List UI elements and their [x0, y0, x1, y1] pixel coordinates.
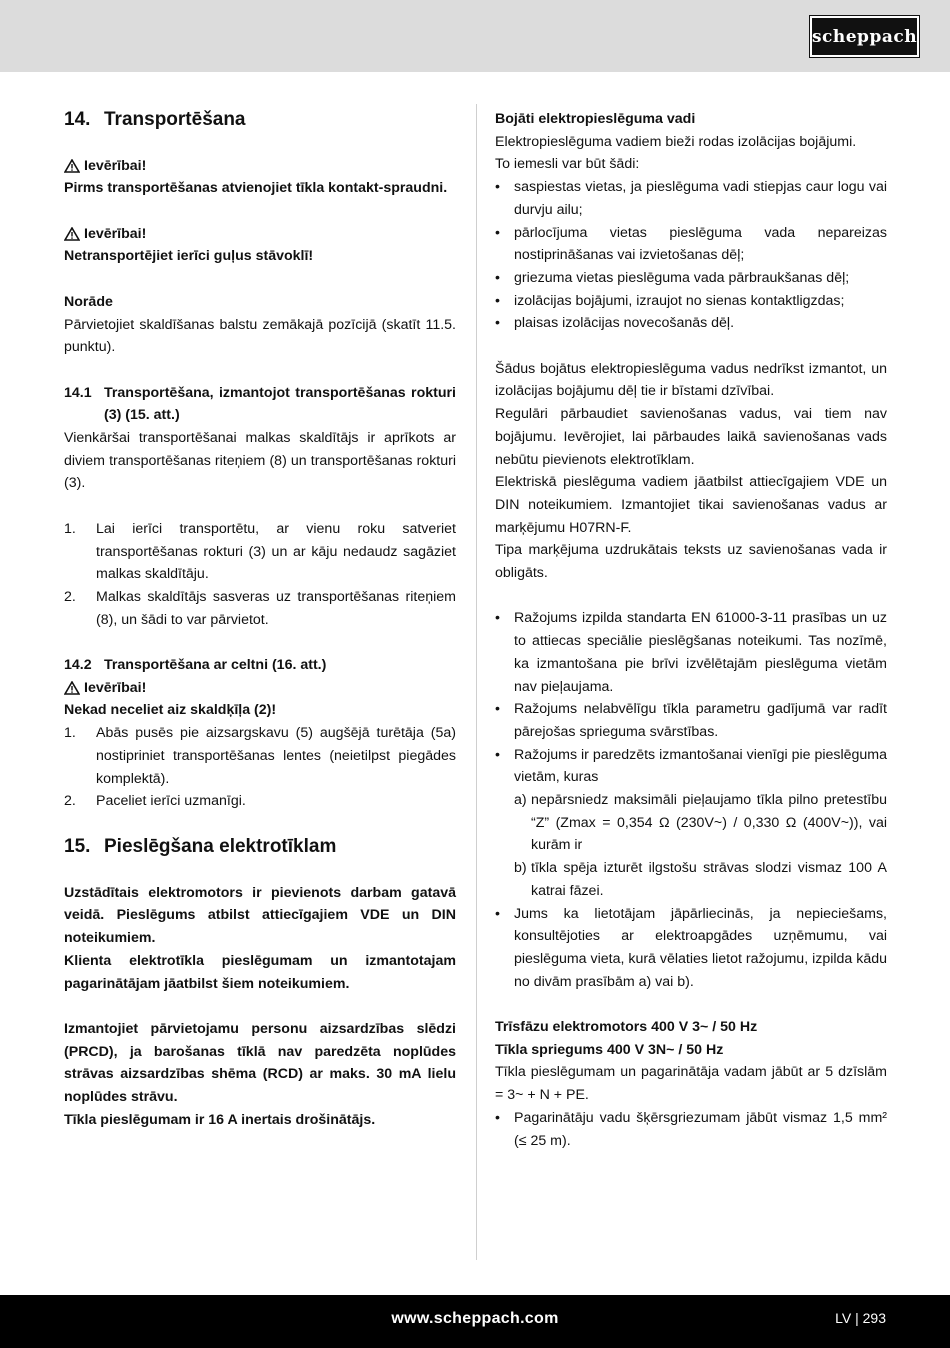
- bullet: •: [495, 610, 500, 627]
- three-phase-title-1: Trīsfāzu elektromotors 400 V 3~ / 50 Hz: [495, 1019, 758, 1036]
- list-text: Lai ierīci transportētu, ar vienu roku satveriet transportēšanas rokturi (3) un ar kāju nedaudz sagāziet malkas skaldītāju.: [96, 520, 456, 583]
- list-text: Ražojums ir paredzēts izmantošanai vienīgi pie pieslēguma vietām, kuras: [514, 746, 888, 786]
- list-item: [495, 290, 887, 313]
- list-text: Abās pusēs pie aizsargskavu (5) augšējā turētāja (5a) nostipriniet transportēšanas lentes (neietilpst piegādes komplektā).: [96, 725, 456, 787]
- list-text: pārlocījuma vietas pieslēguma vada nepareizas nostiprināšanas vai izvietošanas dēļ;: [514, 224, 887, 264]
- left-column: [64, 108, 456, 1131]
- warning-3: [64, 677, 456, 700]
- list-item: [495, 312, 887, 335]
- right-column: [495, 108, 887, 1152]
- bullet: •: [495, 1109, 500, 1126]
- bullet: •: [495, 269, 500, 286]
- logo-text: scheppach: [811, 26, 918, 47]
- sub-list-item: [495, 789, 887, 857]
- footer-url: www.scheppach.com: [391, 1310, 559, 1327]
- sub-list-text: nepārsniedz maksimāli pieļaujamo tīkla pilno pretestību “Z” (Zmax = 0,354 Ω (230V~) / 0,330 Ω (400V~)), vai kurām ir: [531, 792, 887, 854]
- list-number: 2.: [64, 793, 76, 810]
- section-14-2-title: Transportēšana ar celtni (16. att.): [104, 657, 327, 674]
- list-item: [495, 744, 887, 789]
- section-15-paragraph-2: Klienta elektrotīkla pieslēgumam un izmantotajam pagarinātājam jāatbilst šiem noteikumiem.: [64, 952, 456, 992]
- bullet: •: [495, 224, 500, 241]
- list-item: [495, 607, 887, 698]
- section-15-title: Pieslēgšana elektrotīklam: [104, 836, 337, 857]
- sub-list-letter: a): [514, 792, 527, 809]
- section-14-1-number: 14.1: [64, 384, 92, 401]
- scheppach-logo: [810, 16, 919, 57]
- section-15-heading: [64, 835, 456, 859]
- section-14-title: Transportēšana: [104, 109, 246, 130]
- bullet: •: [495, 292, 500, 309]
- warning-3-text: Nekad neceliet aiz skaldķīļa (2)!: [64, 702, 277, 719]
- list-number: 1.: [64, 725, 76, 742]
- damaged-cables-title: Bojāti elektropieslēguma vadi: [495, 111, 696, 127]
- warning-2: [64, 223, 456, 246]
- sub-list-text: tīkla spēja izturēt ilgstošu strāvas slodzi vismaz 100 A katrai fāzei.: [531, 860, 887, 899]
- list-text: griezuma vietas pieslēguma vada pārbraukšanas dēļ;: [514, 269, 850, 286]
- list-item: [495, 267, 887, 290]
- section-14-1-title: Transportēšana, izmantojot transportēšanas rokturi (3) (15. att.): [104, 384, 456, 424]
- page-number: LV | 293: [835, 1310, 886, 1326]
- sub-list-letter: b): [514, 860, 527, 877]
- warning-1-text: Pirms transportēšanas atvienojiet tīkla kontakt-spraudni.: [64, 180, 448, 197]
- damaged-cables-p2: To iemesli var būt šādi:: [495, 156, 640, 173]
- bullet: •: [495, 315, 500, 332]
- note-label: Norāde: [64, 293, 113, 310]
- column-divider: [476, 104, 477, 1260]
- list-text: Jums ka lietotājam jāpārliecinās, ja nepieciešams, konsultējoties ar elektroapgādes uzņēmumu, vai pieslēguma vieta, kurā vēlaties lietot ražojumu, izpilda kādu no divām prasībām a) vai b).: [514, 905, 888, 990]
- section-15-number: 15.: [64, 836, 91, 857]
- paragraph-c: Elektriskā pieslēguma vadiem jāatbilst attiecīgajiem VDE un DIN noteikumiem. Izmantojiet tikai savienošanas vadus ar marķējumu H07RN-F.: [495, 474, 887, 536]
- paragraph-a: Šādus bojātus elektropieslēguma vadus nedrīkst izmantot, un izolācijas bojājumu dēļ tie ir bīstami dzīvībai.: [495, 360, 887, 400]
- bullet: •: [495, 905, 500, 922]
- bullet: •: [495, 701, 500, 718]
- list-text: Ražojums nelabvēlīgu tīkla parametru gadījumā var radīt pārejošas sprieguma svārstības.: [514, 701, 887, 740]
- three-phase-title-2: Tīkla spriegums 400 V 3N~ / 50 Hz: [495, 1041, 724, 1058]
- section-15-paragraph-1: Uzstādītais elektromotors ir pievienots darbam gatavā veidā. Pieslēgums atbilst attiecīgajiem VDE un DIN noteikumiem.: [64, 884, 456, 947]
- section-14-2-heading: [64, 654, 456, 677]
- warning-1: [64, 155, 456, 178]
- warning-triangle-icon: [64, 227, 80, 241]
- section-14-2-number: 14.2: [64, 657, 92, 674]
- three-phase-paragraph: Tīkla pieslēgumam un pagarinātāja vadam jābūt ar 5 dzīslām = 3~ + N + PE.: [495, 1064, 887, 1104]
- bullet: •: [495, 746, 500, 763]
- warning-2-label: Ievērībai!: [84, 225, 147, 242]
- paragraph-d: Tipa marķējuma uzdrukātais teksts uz savienošanas vada ir obligāts.: [495, 542, 887, 582]
- note-text: Pārvietojiet skaldīšanas balstu zemākajā pozīcijā (skatīt 11.5. punktu).: [64, 316, 456, 356]
- list-number: 1.: [64, 520, 76, 537]
- bullet: •: [495, 179, 500, 196]
- list-text: izolācijas bojājumi, izraujot no sienas kontaktligzdas;: [514, 292, 845, 309]
- list-text: Paceliet ierīci uzmanīgi.: [96, 793, 246, 810]
- list-text: Ražojums izpilda standarta EN 61000-3-11 prasības un uz to attiecas speciālie pieslēgšanas noteikumi. Tas nozīmē, ka izmantošana pie brīvi izvēlētajām pieslēguma vietām nav pieļaujama.: [514, 610, 887, 695]
- list-text: saspiestas vietas, ja pieslēguma vadi stiepjas caur logu vai durvju ailu;: [514, 179, 887, 218]
- section-14-heading: [64, 108, 456, 132]
- footer-bar: [0, 1295, 950, 1348]
- list-item: [495, 1107, 887, 1152]
- list-item: [64, 586, 456, 631]
- section-15-paragraph-3: Izmantojiet pārvietojamu personu aizsardzības slēdzi (PRCD), ja barošanas tīklā nav paredzēta noplūdes strāvas aizsardzības shēma (RCD) ar maks. 30 mA lielu noplūdes strāvu.: [64, 1020, 456, 1105]
- list-item: [495, 176, 887, 221]
- warning-triangle-icon: [64, 681, 80, 695]
- warning-triangle-icon: [64, 159, 80, 173]
- list-item: [64, 790, 456, 813]
- list-item: [495, 222, 887, 267]
- warning-3-label: Ievērībai!: [84, 679, 147, 696]
- list-text: Malkas skaldītājs sasveras uz transportēšanas riteņiem (8), un šādi to var pārvietot.: [96, 588, 456, 628]
- sub-list-item: [495, 857, 887, 902]
- warning-2-text: Netransportējiet ierīci guļus stāvoklī!: [64, 248, 314, 265]
- list-item: [495, 903, 887, 994]
- section-15-paragraph-4: Tīkla pieslēgumam ir 16 A inertais drošinātājs.: [64, 1111, 376, 1128]
- list-item: [495, 698, 887, 743]
- section-14-1-heading: [64, 382, 456, 427]
- list-text: plaisas izolācijas novecošanās dēļ.: [514, 315, 735, 332]
- list-item: [64, 722, 456, 790]
- list-number: 2.: [64, 588, 76, 605]
- warning-1-label: Ievērībai!: [84, 157, 147, 174]
- section-14-number: 14.: [64, 109, 91, 130]
- list-text: Pagarinātāju vadu šķērsgriezumam jābūt vismaz 1,5 mm² (≤ 25 m).: [514, 1109, 887, 1149]
- paragraph-b: Regulāri pārbaudiet savienošanas vadus, vai tiem nav bojājumu. Ievērojiet, lai pārbaudes laikā savienošanas vads nebūtu pievienots elektrotīklam.: [495, 406, 887, 468]
- section-14-1-text: Vienkāršai transportēšanai malkas skaldītājs ir aprīkots ar diviem transportēšanas riteņiem (8) un transportēšanas rokturi (3).: [64, 430, 456, 492]
- header-bar: [0, 0, 950, 72]
- damaged-cables-p1: Elektropieslēguma vadiem bieži rodas izolācijas bojājumi.: [495, 133, 857, 150]
- list-item: [64, 518, 456, 586]
